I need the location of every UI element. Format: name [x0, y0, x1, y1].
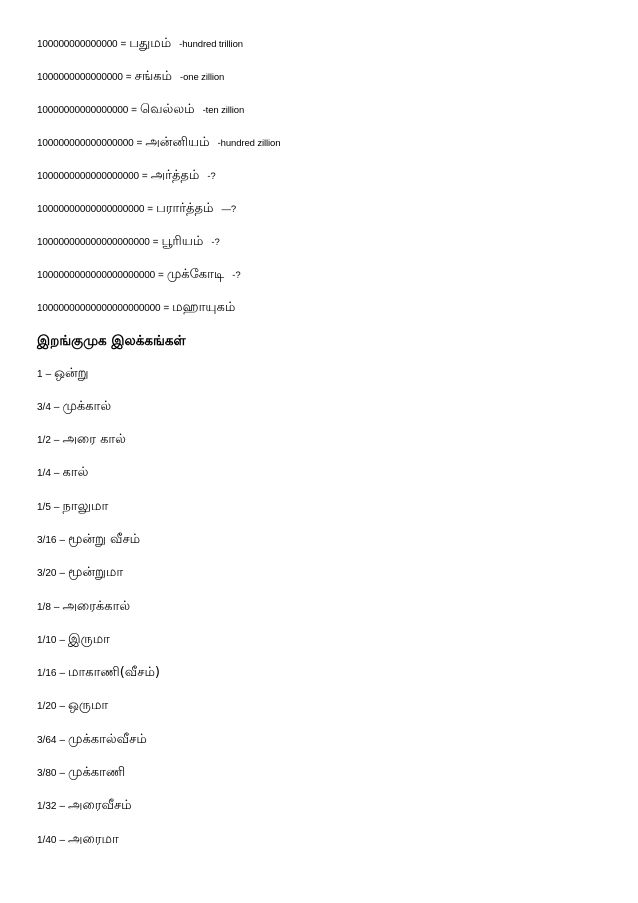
fraction-value: 1/4	[37, 468, 51, 480]
english-name: -?	[207, 171, 216, 182]
fraction-tamil-name: இருமா	[68, 631, 110, 647]
dash-separator: –	[59, 701, 66, 713]
large-number-row	[37, 267, 617, 300]
english-name: -hundred zillion	[217, 138, 281, 149]
large-number-row	[37, 168, 617, 201]
english-name: -?	[211, 237, 220, 248]
large-numbers-list	[37, 36, 617, 333]
fraction-row	[37, 532, 617, 565]
dash-separator: –	[59, 534, 66, 546]
fraction-value: 3/4	[37, 401, 51, 413]
fraction-value: 1/16	[37, 668, 57, 680]
fraction-value: 1/8	[37, 601, 51, 613]
fraction-row	[37, 565, 617, 598]
tamil-name: முக்கோடி	[166, 267, 225, 282]
fraction-row	[37, 465, 617, 498]
fraction-tamil-name: மூன்று வீசம்	[68, 531, 141, 547]
large-number-row	[37, 102, 617, 135]
fraction-value: 1	[37, 368, 43, 380]
tamil-name: அன்னியம்	[145, 135, 210, 150]
fraction-row	[37, 765, 617, 798]
fraction-value: 1/32	[37, 801, 57, 813]
fraction-row	[37, 832, 617, 865]
fractions-list	[37, 366, 617, 865]
english-name: -?	[232, 270, 241, 281]
number-value: 100000000000000000000	[37, 237, 150, 248]
equals-sign: =	[131, 105, 137, 116]
fraction-tamil-name: அரைக்கால்	[62, 598, 131, 614]
equals-sign: =	[141, 171, 148, 182]
dash-separator: –	[53, 401, 60, 413]
fraction-row	[37, 698, 617, 731]
english-name: -hundred trillion	[179, 39, 243, 50]
fraction-row	[37, 366, 617, 399]
dash-separator: –	[53, 435, 60, 447]
fraction-tamil-name: நாலுமா	[62, 498, 109, 514]
dash-separator: –	[59, 734, 66, 746]
tamil-name: மஹாயுகம்	[172, 300, 236, 315]
fraction-row	[37, 399, 617, 432]
dash-separator: –	[59, 634, 66, 646]
dash-separator: –	[59, 834, 66, 846]
fraction-tamil-name: அரைவீசம்	[68, 798, 132, 814]
equals-sign: =	[163, 303, 170, 314]
english-name: —?	[221, 204, 237, 215]
large-number-row	[37, 201, 617, 234]
fraction-tamil-name: முக்காணி	[68, 765, 126, 781]
fraction-row	[37, 432, 617, 465]
fraction-tamil-name: அரைமா	[68, 831, 119, 847]
fraction-value: 1/20	[37, 701, 57, 713]
fraction-row	[37, 665, 617, 698]
large-number-row	[37, 234, 617, 267]
dash-separator: –	[59, 768, 66, 780]
fraction-row	[37, 732, 617, 765]
tamil-name: பூரியம்	[161, 234, 204, 249]
fraction-row	[37, 499, 617, 532]
number-value: 1000000000000000000	[37, 171, 139, 182]
fraction-value: 3/20	[37, 568, 57, 580]
fraction-tamil-name: ஒன்று	[54, 365, 89, 381]
fraction-value: 3/80	[37, 768, 57, 780]
equals-sign: =	[120, 39, 127, 50]
number-value: 100000000000000	[37, 39, 118, 50]
fraction-row	[37, 599, 617, 632]
number-value: 1000000000000000	[37, 72, 123, 83]
tamil-name: வெல்லம்	[140, 102, 195, 117]
dash-separator: –	[59, 568, 66, 580]
number-value: 10000000000000000000	[37, 204, 145, 215]
tamil-name: சங்கம்	[134, 69, 173, 84]
number-value: 1000000000000000000000	[37, 270, 155, 281]
large-number-row	[37, 69, 617, 102]
fraction-tamil-name: மாகாணி(வீசம்)	[68, 665, 160, 681]
large-number-row	[37, 135, 617, 168]
fraction-tamil-name: முக்கால்	[62, 398, 112, 414]
number-value: 10000000000000000000000	[37, 303, 161, 314]
fraction-value: 1/40	[37, 834, 57, 846]
fraction-tamil-name: ஒருமா	[68, 698, 109, 714]
equals-sign: =	[147, 204, 154, 215]
large-number-row	[37, 300, 617, 333]
tamil-name: பரார்த்தம்	[156, 201, 214, 216]
fraction-row	[37, 632, 617, 665]
document-page	[37, 36, 617, 865]
equals-sign: =	[125, 72, 132, 83]
dash-separator: –	[53, 601, 60, 613]
fraction-value: 1/10	[37, 634, 57, 646]
fraction-tamil-name: முக்கால்வீசம்	[68, 731, 147, 747]
section-heading: இறங்குமுக இலக்கங்கள்	[37, 333, 186, 349]
number-value: 100000000000000000	[37, 138, 134, 149]
fraction-value: 1/5	[37, 501, 51, 513]
dash-separator: –	[59, 801, 66, 813]
fraction-row	[37, 798, 617, 831]
fraction-tamil-name: மூன்றுமா	[68, 565, 124, 581]
dash-separator: –	[59, 668, 66, 680]
fraction-tamil-name: அரை கால்	[62, 432, 126, 448]
large-number-row	[37, 36, 617, 69]
tamil-name: பதுமம்	[129, 36, 172, 51]
fraction-value: 3/16	[37, 534, 57, 546]
dash-separator: –	[53, 501, 60, 513]
english-name: -one zillion	[180, 72, 225, 83]
equals-sign: =	[136, 138, 143, 149]
heading-line	[37, 333, 617, 366]
tamil-name: அர்த்தம்	[150, 168, 200, 183]
number-value: 10000000000000000	[37, 105, 129, 116]
fraction-value: 1/2	[37, 435, 51, 447]
dash-separator: –	[45, 368, 52, 380]
fraction-value: 3/64	[37, 734, 57, 746]
fraction-tamil-name: கால்	[62, 465, 89, 481]
equals-sign: =	[152, 237, 159, 248]
english-name: -ten zillion	[202, 105, 245, 116]
dash-separator: –	[53, 468, 60, 480]
equals-sign: =	[157, 270, 164, 281]
